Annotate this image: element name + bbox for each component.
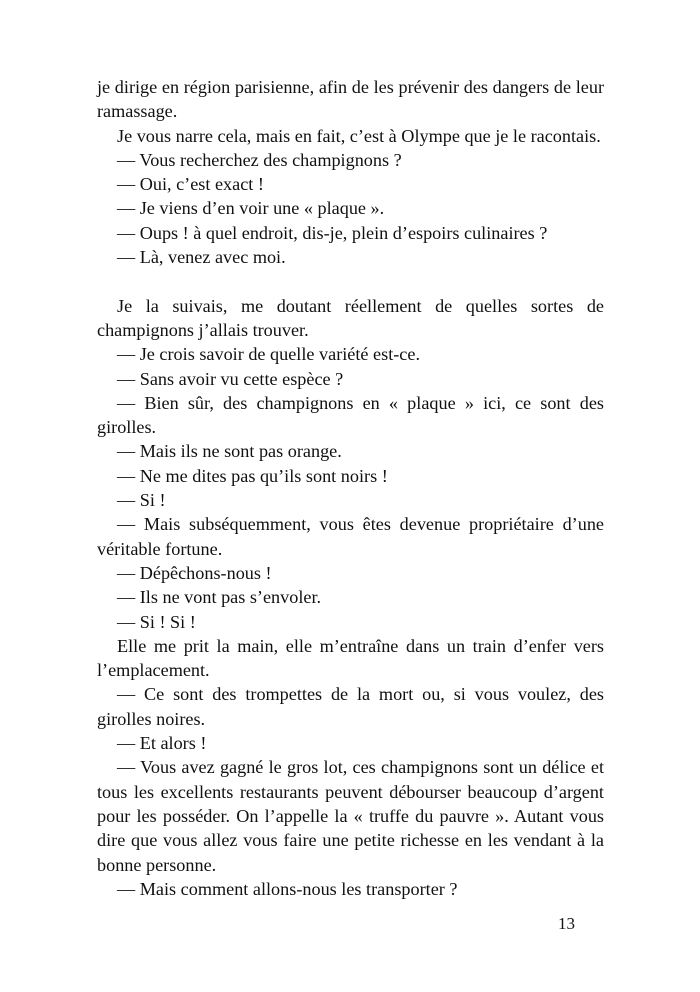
book-page: [97, 75, 604, 901]
text-line: girolles noires.: [97, 708, 206, 729]
dialogue-line: — Dépêchons-nous !: [117, 562, 272, 583]
dialogue-line: — Et alors !: [117, 733, 207, 754]
text-line: champignons j’allais trouver.: [97, 319, 309, 340]
text-line: je dirige en région parisienne, afin de les prévenir des dangers de leur: [97, 77, 604, 97]
dialogue-line: — Je viens d’en voir une « plaque ».: [117, 198, 385, 219]
text-line: tous les excellents restaurants peuvent débourser beaucoup d’argent: [97, 781, 604, 802]
dialogue-line: — Si ! Si !: [117, 611, 196, 632]
text-line: Je la suivais, me doutant réellement de quelles sortes de: [117, 295, 604, 316]
dialogue-line: — Vous avez gagné le gros lot, ces champignons sont un délice et: [117, 757, 604, 778]
dialogue-line: — Sans avoir vu cette espèce ?: [117, 368, 344, 389]
dialogue-line: — Vous recherchez des champignons ?: [117, 149, 402, 170]
dialogue-line: — Là, venez avec moi.: [117, 247, 286, 268]
text-line: Je vous narre cela, mais en fait, c’est à Olympe que je le racontais.: [117, 125, 601, 146]
text-line: bonne personne.: [97, 854, 217, 875]
dialogue-line: — Ne me dites pas qu’ils sont noirs !: [117, 465, 388, 486]
text-line: l’emplacement.: [97, 660, 210, 681]
dialogue-line: — Oui, c’est exact !: [117, 174, 264, 195]
text-line: véritable fortune.: [97, 538, 223, 559]
dialogue-line: — Mais comment allons-nous les transporter ?: [117, 878, 458, 899]
dialogue-line: — Mais ils ne sont pas orange.: [117, 441, 342, 462]
text-line: pour les posséder. On l’appelle la « truffe du pauvre ». Autant vous: [97, 805, 604, 826]
dialogue-line: — Oups ! à quel endroit, dis-je, plein d’espoirs culinaires ?: [117, 222, 548, 243]
dialogue-line: — Je crois savoir de quelle variété est-ce.: [117, 344, 420, 365]
dialogue-line: — Mais subséquemment, vous êtes devenue propriétaire d’une: [117, 514, 604, 535]
paragraph-break: [97, 269, 604, 293]
dialogue-line: — Ils ne vont pas s’envoler.: [117, 587, 322, 608]
text-line: dire que vous allez vous faire une petite richesse en les vendant à la: [97, 830, 604, 851]
text-line: girolles.: [97, 417, 157, 438]
dialogue-line: — Bien sûr, des champignons en « plaque » ici, ce sont des: [117, 392, 604, 413]
page-number: 13: [558, 914, 575, 933]
dialogue-line: — Ce sont des trompettes de la mort ou, si vous voulez, des: [117, 684, 604, 705]
dialogue-line: — Si !: [117, 490, 166, 511]
text-line: ramassage.: [97, 101, 178, 122]
text-line: Elle me prit la main, elle m’entraîne dans un train d’enfer vers: [117, 635, 604, 656]
